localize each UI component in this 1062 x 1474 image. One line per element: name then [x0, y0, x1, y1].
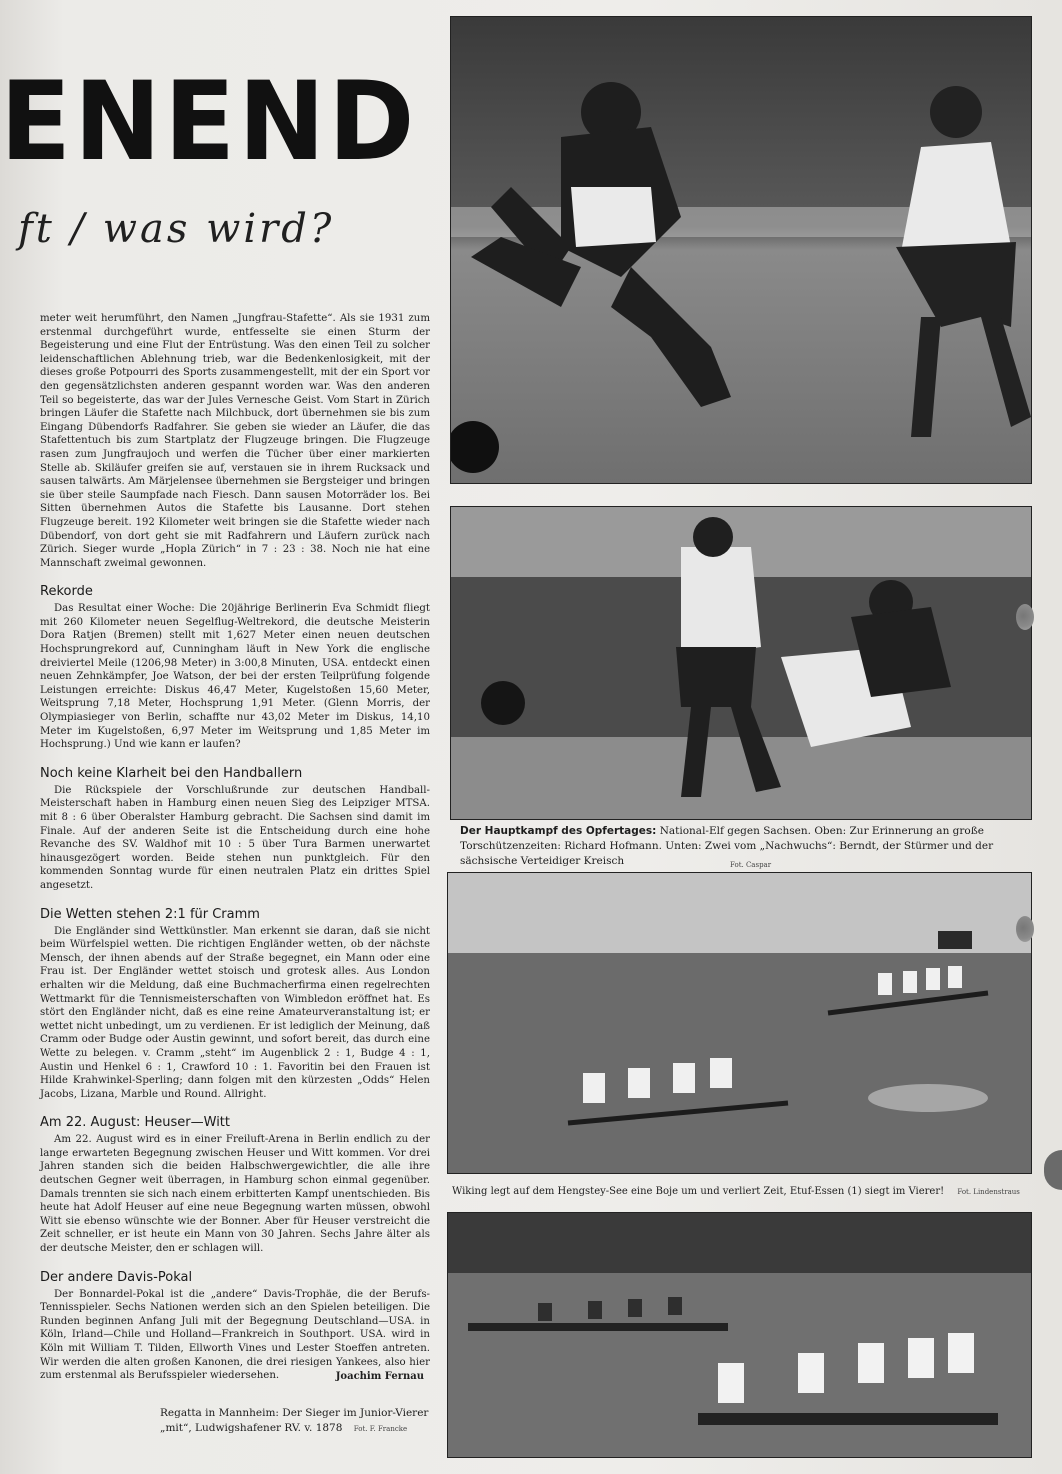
- section-heading: Am 22. August: Heuser—Witt: [40, 1115, 231, 1131]
- football-caption-title: Der Hauptkampf des Opfertages:: [460, 825, 657, 837]
- masthead-subtitle: ft / was wird?: [18, 206, 335, 252]
- photo-credit: Fot. F. Francke: [353, 1425, 408, 1433]
- football-photo-top: [450, 16, 1032, 484]
- rowing-photo: [447, 872, 1032, 1174]
- regatta-photo: [447, 1212, 1032, 1458]
- regatta-caption-line1: Regatta in Mannheim: Der Sieger im Junior-Vierer: [160, 1407, 429, 1419]
- intro-paragraph: meter weit herumführt, den Namen „Jungfrau-Stafette“. Als sie 1931 zum erstenmal durchgeführt wurde, entfesselte sie einen Sturm der Begeisterung und eine Flut der Entrüstung. Was den einen Teil zu solcher leidenschaftlichen Ablehnung trieb, war die Bedenkenlosigkeit, mit der dieses große Potpourri des Sports zusammengestellt, mit der ein Sport vor den gegensätzlichsten anderen gespannt worden war. Was den anderen Teil so begeisterte, das war der Jules Vernesche Geist. Vom Start in Zürich bringen Läufer die Stafette nach Milchbuck, dort übernehmen sie bis zum Eingang Dübendorfs Radfahrer. Sie geben sie wieder an Läufer, die das Stafettentuch bis zum Startplatz der Flugzeuge bringen. Die Flugzeuge rasen zum Jungfraujoch und werfen die Tücher über einer markierten Stelle ab. Skiläufer greifen sie auf, verstauen sie in ihrem Rucksack und sausen talwärts. Am Märjelensee übernehmen sie Bergsteiger und bringen sie über steile Saumpfade nach Fiesch. Dann sausen Motorräder los. Bei Sitten übernehmen Autos die Stafette bis Lausanne. Dort stehen Flugzeuge bereit. 192 Kilometer weit bringen sie die Stafette wieder nach Dübendorf, von dort geht sie mit Radfahrern und Läufern zurück nach Zürich. Sieger wurde „Hopla Zürich“ in 7 : 23 : 38. Noch nie hat eine Mannschaft zweimal gewonnen.: [40, 313, 430, 569]
- section-handball: [40, 766, 430, 893]
- rowing-caption-text: Wiking legt auf dem Hengstey-See eine Boje um und verliert Zeit, Etuf-Essen (1) siegt im Vierer!: [452, 1186, 945, 1197]
- masthead-title: ENEND: [0, 58, 418, 184]
- section-davis-cup: [40, 1270, 430, 1384]
- section-text: Die Rückspiele der Vorschlußrunde zur deutschen Handball-Meisterschaft haben in Hamburg einen neuen Sieg des Leipziger MTSA. mit 8 : 6 über Oberalster Hamburg gebracht. Die Sachsen sind damit im Finale. Auf der anderen Seite ist die Entscheidung durch eine hohe Revanche des SV. Waldhof mit 10 : 5 über Tura Barmen unerwartet hinausgezögert worden. Beide stehen nun punktgleich. Für den kommenden Sonntag wurde für einen neutralen Platz ein drittes Spiel angesetzt.: [40, 784, 430, 891]
- rowing-caption: [452, 1184, 1032, 1200]
- section-text: Die Engländer sind Wettkünstler. Man erkennt sie daran, daß sie nicht beim Würfelspiel wetten. Die richtigen Engländer wetten, ob der nächste Mensch, der ihnen abends auf der Straße begegnet, ein Mann oder eine Frau ist. Der Engländer wettet stoisch und grotesk alles. Aus London erhalten wir die Meldung, daß eine Buchmacherfirma einen regelrechten Wettmarkt für die Tennismeisterschaften von Wimbledon eröffnet hat. Es stört den Engländer nicht, daß es eine reine Amateurveranstaltung ist; er wettet nicht unbedingt, um zu verdienen. Er ist lediglich der Meinung, daß Cramm oder Budge oder Austin gewinnt, und sofort bereit, das durch eine Wette zu belegen. v. Cramm „steht“ im Augenblick 2 : 1, Budge 4 : 1, Austin und Henkel 6 : 1, Crawford 10 : 1. Favoritin bei den Frauen ist Hilde Krahwinkel-Sperling; dann folgen mit den kürzesten „Odds“ Helen Jacobs, Lizana, Marble und Round. Allright.: [40, 925, 430, 1100]
- section-heading: Noch keine Klarheit bei den Handballern: [40, 765, 303, 781]
- section-rekorde: [40, 584, 430, 752]
- regatta-caption-line2: „mit“, Ludwigshafener RV. v. 1878: [160, 1422, 343, 1434]
- section-boxing: [40, 1115, 430, 1255]
- section-text: Das Resultat einer Woche: Die 20jährige Berlinerin Eva Schmidt fliegt mit 260 Kilometer neuen Segelflug-Weltrekord, die deutsche Meisterin Dora Ratjen (Bremen) stellt mit 1,627 Meter einen neuen deutschen Hochsprungrekord auf, Cunningham läuft in New York die englische dreiviertel Meile (1206,98 Meter) in 3:00,8 Minuten, USA. entdeckt einen neuen Zehnkämpfer, Joe Watson, der bei der ersten Teilprüfung folgende Leistungen erreichte: Diskus 46,47 Meter, Kugelstoßen 15,60 Meter, Weitsprung 7,18 Meter, Hochsprung 1,91 Meter. (Glenn Morris, der Olympiasieger von Berlin, schaffte nur 43,02 Meter im Diskus, 14,10 Meter im Kugelstoßen, 6,97 Meter im Weitsprung und 1,85 Meter im Hochsprung.) Und wie kann er laufen?: [40, 603, 430, 751]
- section-heading: Die Wetten stehen 2:1 für Cramm: [40, 906, 260, 922]
- photo-credit: Fot. Lindenstraus: [957, 1188, 1020, 1196]
- football-photo-bottom: [450, 506, 1032, 820]
- article-column: [40, 312, 430, 1383]
- punch-hole: [1016, 604, 1034, 630]
- section-heading: Der andere Davis-Pokal: [40, 1269, 193, 1285]
- football-caption-text: National-Elf gegen Sachsen. Oben: Zur Erinnerung an große Torschützenzeiten: Richard Hofmann. Unten: Zwei vom „Nachwuchs“: Berndt, der Stürmer und der sächsische Verteidiger Kreisch: [460, 825, 994, 867]
- punch-hole: [1016, 916, 1034, 942]
- photo-credit: Fot. Caspar: [730, 861, 772, 869]
- section-text: Der Bonnardel-Pokal ist die „andere“ Davis-Trophäe, die der Berufs-Tennisspieler. Sechs Nationen werden sich an den Spielen beteiligen. Die Runden beginnen Anfang Juli mit der Begegnung Deutschland—USA. in Köln, Irland—Chile und Holland—Frankreich in Southport. USA. wird in Köln mit William T. Tilden, Ellworth Vines und Lester Stoeffen antreten. Wir werden die alten großen Kanonen, die drei riesigen Yankees, also hier zum erstenmal als Berufsspieler wiedersehen.: [40, 1288, 430, 1382]
- author-byline: Joachim Fernau: [335, 1370, 424, 1382]
- regatta-caption: [160, 1406, 440, 1437]
- section-heading: Rekorde: [40, 584, 93, 600]
- section-wetten: [40, 907, 430, 1102]
- section-text: Am 22. August wird es in einer Freiluft-Arena in Berlin endlich zu der lange erwarteten Begegnung zwischen Heuser und Witt kommen. Vor drei Jahren standen sich die beiden Halbschwergewichtler, die alle ihre deutschen Gegner weit überragen, in Hamburg schon einmal gegenüber. Damals trennten sie sich nach einem erbitterten Kampf unentschieden. Bis heute hat Adolf Heuser auf eine neue Begegnung warten müssen, obwohl Witt sie ebenso wünschte wie der Bonner. Aber für Heuser verstreicht die Zeit schneller, er ist heute ein Mann von 30 Jahren. Sechs Jahre älter als der deutsche Meister, den er schlagen will.: [40, 1134, 430, 1255]
